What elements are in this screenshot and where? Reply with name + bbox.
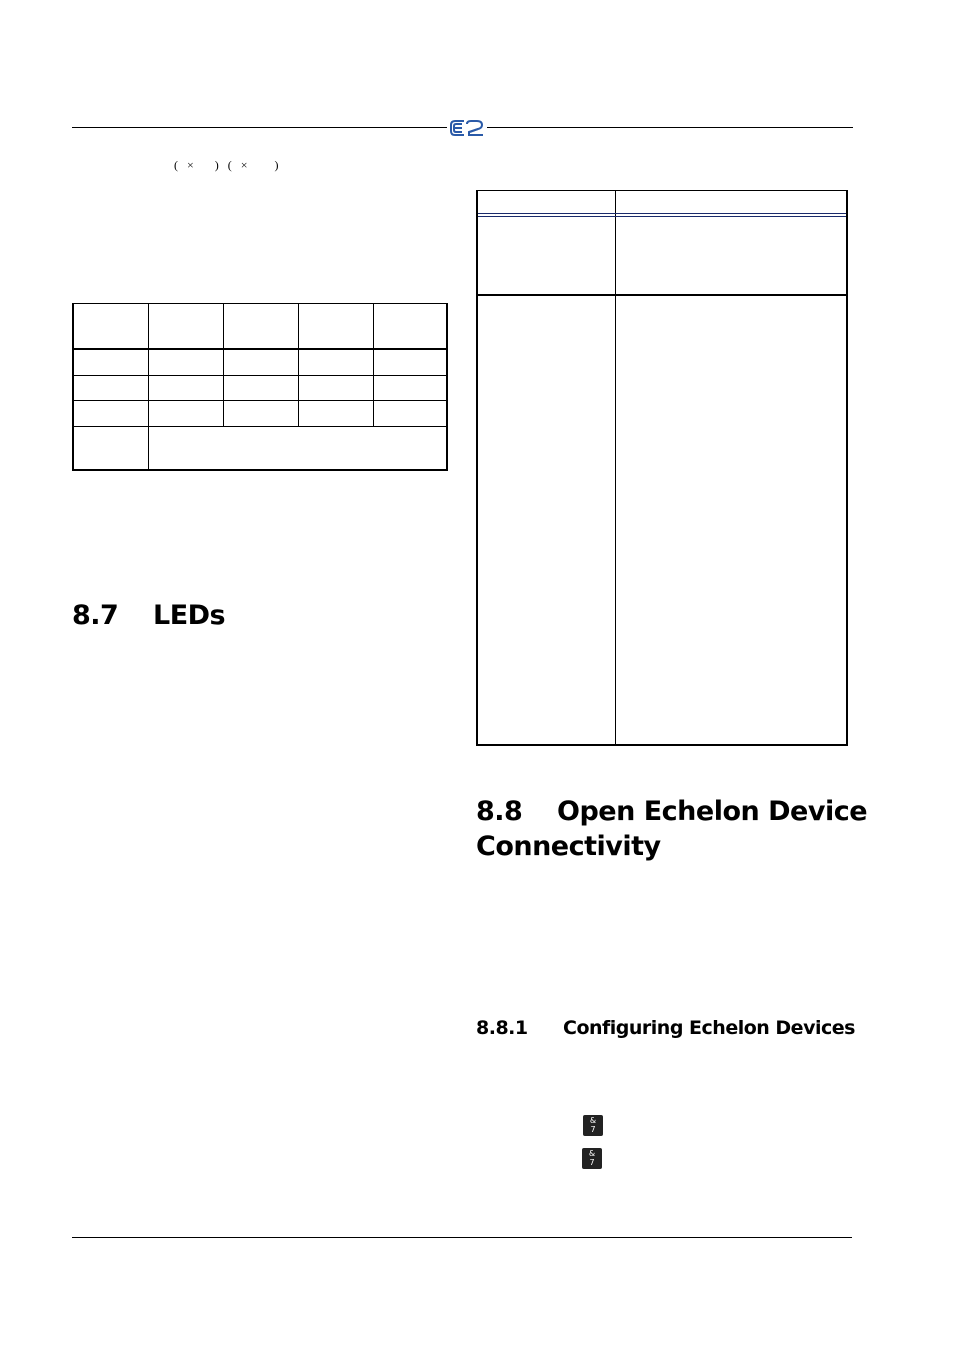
footer-rule bbox=[72, 1237, 852, 1238]
left-table-col-2 bbox=[223, 304, 224, 427]
section-title-line1: Open Echelon Device bbox=[557, 796, 868, 827]
section-number: 8.7 bbox=[72, 600, 119, 631]
subsection-heading-configuring bbox=[476, 1017, 855, 1039]
left-table-col-4 bbox=[373, 304, 374, 427]
left-table-row-rule bbox=[74, 375, 446, 376]
key-top-symbol: & bbox=[589, 1116, 597, 1125]
left-table-row-rule bbox=[74, 426, 446, 427]
key-top-symbol: & bbox=[588, 1149, 596, 1158]
right-table-row-rule bbox=[478, 294, 846, 296]
formula-fragment: ( × ) ( × ) bbox=[174, 158, 279, 172]
key-7-icon bbox=[583, 1115, 603, 1136]
left-table-col-3 bbox=[298, 304, 299, 427]
right-table-header-rule bbox=[478, 213, 846, 214]
left-table bbox=[72, 303, 448, 471]
section-title-line2: Connectivity bbox=[476, 831, 661, 862]
section-heading-leds bbox=[72, 598, 225, 633]
section-heading-echelon bbox=[476, 794, 867, 864]
left-table-col-1 bbox=[148, 304, 149, 469]
subsection-number: 8.8.1 bbox=[476, 1017, 528, 1039]
right-table-col-divider bbox=[615, 191, 616, 744]
right-table bbox=[476, 190, 848, 746]
subsection-title: Configuring Echelon Devices bbox=[563, 1017, 855, 1039]
e2-logo bbox=[447, 116, 487, 140]
key-bottom-symbol: 7 bbox=[589, 1158, 595, 1167]
right-table-header-rule bbox=[478, 216, 846, 217]
left-table-row-rule bbox=[74, 400, 446, 401]
section-title: LEDs bbox=[153, 600, 226, 631]
key-bottom-symbol: 7 bbox=[590, 1125, 596, 1134]
left-table-header-rule bbox=[74, 348, 446, 350]
key-7-icon bbox=[582, 1148, 602, 1169]
section-number: 8.8 bbox=[476, 796, 523, 827]
